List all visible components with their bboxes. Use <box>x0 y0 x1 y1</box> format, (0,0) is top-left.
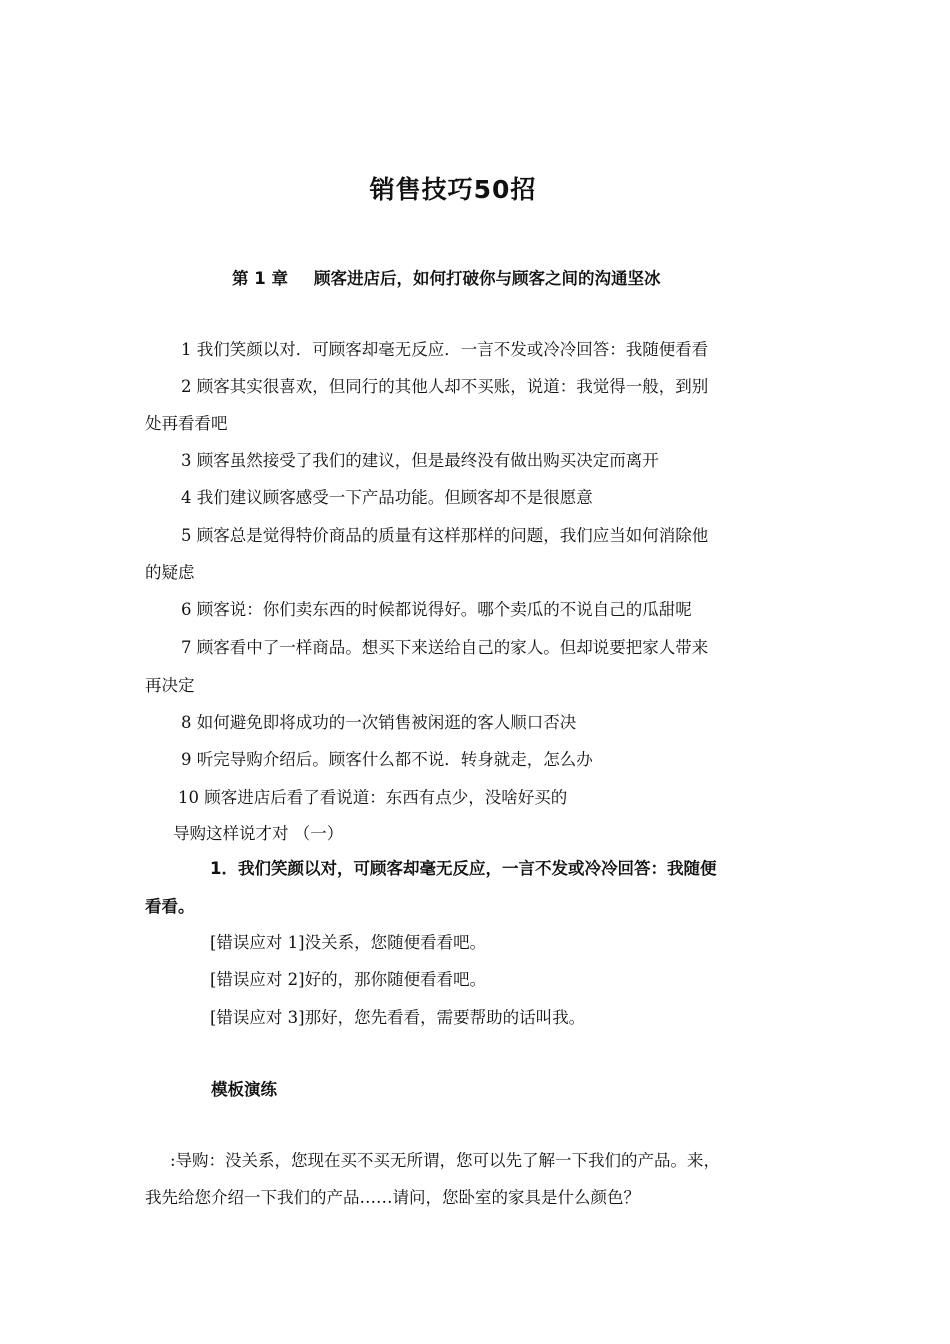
list-item: 2 顾客其实很喜欢，但同行的其他人却不买账，说道：我觉得一般，到别 <box>181 377 709 396</box>
list-item-continuation: 再决定 <box>145 676 195 695</box>
list-item: 8 如何避免即将成功的一次销售被闲逛的客人顺口否决 <box>181 713 577 732</box>
list-item: 4 我们建议顾客感受一下产品功能。但顾客却不是很愿意 <box>181 488 593 507</box>
list-item-continuation: 处再看看吧 <box>145 414 228 433</box>
list-item: 9 听完导购介绍后。顾客什么都不说．转身就走，怎么办 <box>181 750 593 769</box>
chapter-number: 第 1 章 <box>232 269 288 288</box>
dialogue-line: 我先给您介绍一下我们的产品……请问，您卧室的家具是什么颜色？ <box>145 1188 640 1207</box>
list-item-continuation: 的疑虑 <box>145 563 195 582</box>
document-title: 销售技巧50招 <box>369 175 537 204</box>
list-item: 5 顾客总是觉得特价商品的质量有这样那样的问题，我们应当如何消除他 <box>181 526 709 545</box>
list-item: 3 顾客虽然接受了我们的建议，但是最终没有做出购买决定而离开 <box>181 451 659 470</box>
wrong-response: [错误应对 1]没关系，您随便看看吧。 <box>210 933 487 952</box>
question-heading-continuation: 看看。 <box>145 897 195 916</box>
wrong-response: [错误应对 3]那好，您先看看，需要帮助的话叫我。 <box>210 1008 586 1027</box>
list-item: 7 顾客看中了一样商品。想买下来送给自己的家人。但却说要把家人带来 <box>181 638 709 657</box>
question-heading: 1．我们笑颜以对，可顾客却毫无反应，一言不发或冷冷回答：我随便 <box>210 859 717 878</box>
list-item: 10 顾客进店后看了看说道：东西有点少，没啥好买的 <box>178 788 568 807</box>
chapter-title: 顾客进店后，如何打破你与顾客之间的沟通坚冰 <box>313 269 661 288</box>
dialogue-line: :导购：没关系，您现在买不买无所谓，您可以先了解一下我们的产品。来， <box>170 1151 721 1170</box>
template-heading: 模板演练 <box>211 1080 277 1099</box>
list-item: 1 我们笑颜以对．可顾客却毫无反应．一言不发或冷冷回答：我随便看看 <box>181 340 709 359</box>
section-intro: 导购这样说才对 （一） <box>173 824 344 843</box>
list-item: 6 顾客说：你们卖东西的时候都说得好。哪个卖瓜的不说自己的瓜甜呢 <box>181 600 692 619</box>
wrong-response: [错误应对 2]好的，那你随便看看吧。 <box>210 970 487 989</box>
chapter-heading <box>232 265 660 289</box>
